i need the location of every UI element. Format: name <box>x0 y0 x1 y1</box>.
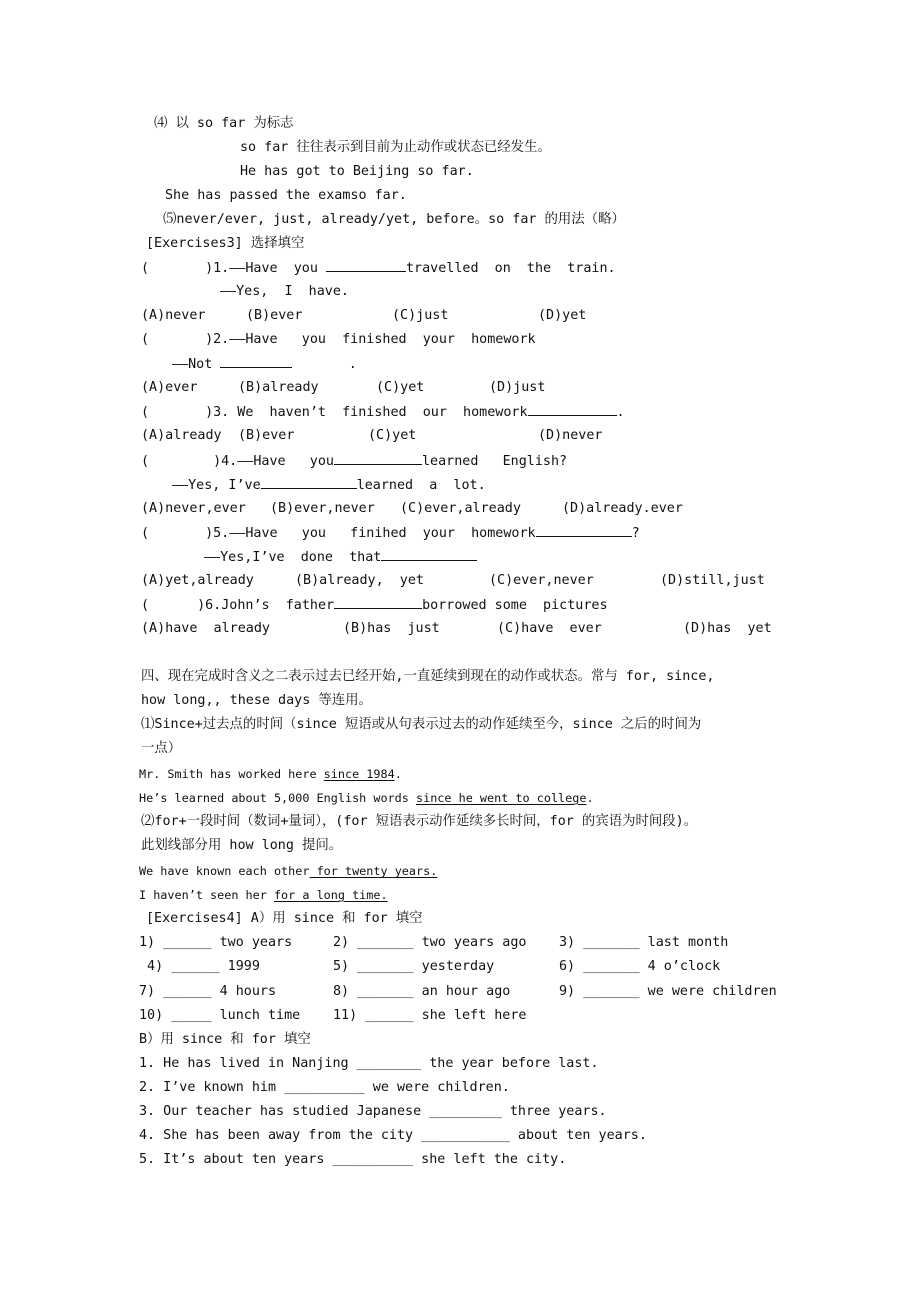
so-far-example-2: She has passed the examso far. <box>165 188 407 203</box>
q2-option-b[interactable]: (B)already <box>238 380 319 395</box>
answer-paren: ( <box>141 454 150 469</box>
q1-option-a[interactable]: (A)never <box>141 308 206 323</box>
q3-option-b[interactable]: (B)ever <box>238 428 295 443</box>
q5-stem-text: )5.——Have you finihed your homework <box>205 526 536 541</box>
q1-stem-text: 1.——Have you <box>213 261 326 276</box>
since-example-1 <box>139 765 402 783</box>
answer-paren: ( <box>141 598 150 613</box>
q6-option-c[interactable]: (C)have ever <box>497 621 602 636</box>
exercises3-title: [Exercises3] 选择填空 <box>146 236 305 251</box>
q5-stem-end: ? <box>631 526 640 541</box>
answer-paren-close: ) <box>205 261 214 276</box>
example-end: . <box>394 767 402 781</box>
q2-option-a[interactable]: (A)ever <box>141 380 198 395</box>
q2-option-d[interactable]: (D)just <box>489 380 546 395</box>
q5-option-a[interactable]: (A)yet,already <box>141 573 254 588</box>
answer-blank[interactable] <box>334 596 422 609</box>
answer-paren: ( <box>141 405 150 420</box>
b-item-4[interactable]: 4. She has been away from the city ___________ about ten years. <box>139 1128 647 1143</box>
q2-reply-end: . <box>292 357 357 372</box>
q6-option-a[interactable]: (A)have already <box>141 621 270 636</box>
q4-reply-text: ——Yes, I’ve <box>172 478 261 493</box>
q6-stem <box>141 596 608 615</box>
for-rule-line1: ⑵for+一段时间（数词+量词），(for 短语表示动作延续多长时间，for 的宾语为时间段)。 <box>141 814 698 829</box>
adverb-usage-note: ⑸never/ever, just, already/yet, before。so far 的用法（略） <box>163 212 625 227</box>
q5-reply-text: ——Yes,I’ve done that <box>204 550 382 565</box>
q5-stem <box>141 524 640 543</box>
q5-option-b[interactable]: (B)already, yet <box>295 573 424 588</box>
b-item-3[interactable]: 3. Our teacher has studied Japanese _________ three years. <box>139 1104 607 1119</box>
q6-option-d[interactable]: (D)has yet <box>683 621 772 636</box>
underlined-phrase: since he went to college <box>416 791 587 805</box>
fill-item[interactable]: 8) _______ an hour ago <box>333 984 511 999</box>
q4-stem <box>141 452 567 471</box>
q2-option-c[interactable]: (C)yet <box>376 380 425 395</box>
since-example-2 <box>139 789 594 807</box>
for-rule-line2: 此划线部分用 how long 提问。 <box>141 838 343 853</box>
q4-reply <box>172 476 486 495</box>
q1-option-d[interactable]: (D)yet <box>538 308 587 323</box>
q5-reply <box>204 548 477 567</box>
fill-item[interactable]: 7) ______ 4 hours <box>139 984 277 999</box>
q1-stem-end: travelled on the train. <box>406 261 616 276</box>
q4-stem-text: )4.——Have you <box>213 454 334 469</box>
q3-option-a[interactable]: (A)already <box>141 428 222 443</box>
answer-blank[interactable] <box>334 452 422 465</box>
answer-blank[interactable] <box>326 259 406 272</box>
q4-reply-end: learned a lot. <box>356 478 486 493</box>
exercises4-b-title: B）用 since 和 for 填空 <box>139 1032 311 1047</box>
q4-option-d[interactable]: (D)already.ever <box>562 501 683 516</box>
q5-option-d[interactable]: (D)still,just <box>660 573 765 588</box>
exercises4-title: [Exercises4] A）用 since 和 for 填空 <box>146 911 423 926</box>
q4-option-b[interactable]: (B)ever,never <box>270 501 375 516</box>
example-text: Mr. Smith has worked here <box>139 767 324 781</box>
q6-stem-end: borrowed some pictures <box>422 598 608 613</box>
for-example-2 <box>139 886 388 904</box>
since-rule-line2: 一点） <box>141 741 182 756</box>
answer-blank[interactable] <box>261 476 357 489</box>
answer-blank[interactable] <box>220 355 292 368</box>
q1-reply: ——Yes, I have. <box>220 284 349 299</box>
fill-item[interactable]: 3) _______ last month <box>559 935 729 950</box>
q5-option-c[interactable]: (C)ever,never <box>489 573 594 588</box>
fill-item[interactable]: 4) ______ 1999 <box>139 959 260 974</box>
q3-stem-text: )3. We haven’t finished our homework <box>205 405 528 420</box>
q3-option-d[interactable]: (D)never <box>538 428 603 443</box>
q2-reply-text: ——Not <box>172 357 221 372</box>
q2-stem <box>141 331 536 349</box>
underlined-phrase: for a long time. <box>273 888 388 902</box>
answer-paren: ( <box>141 261 150 276</box>
answer-paren: ( <box>141 526 150 541</box>
b-item-2[interactable]: 2. I’ve known him __________ we were children. <box>139 1080 510 1095</box>
fill-item[interactable]: 1) ______ two years <box>139 935 293 950</box>
since-rule-line1: ⑴Since+过去点的时间（since 短语或从句表示过去的动作延续至今，since 之后的时间为 <box>141 717 702 732</box>
section4-intro-line1: 四、现在完成时含义之二表示过去已经开始,一直延续到现在的动作或状态。常与 for, since, <box>141 669 715 684</box>
answer-blank[interactable] <box>381 548 477 561</box>
q2-reply <box>172 355 357 374</box>
q1-stem <box>141 259 616 278</box>
q3-option-c[interactable]: (C)yet <box>368 428 417 443</box>
answer-paren: ( <box>141 332 150 347</box>
example-text: I haven’t seen her <box>139 888 274 902</box>
section4-intro-line2: how long,, these days 等连用。 <box>141 693 372 708</box>
so-far-description: so far 往往表示到目前为止动作或状态已经发生。 <box>240 140 551 155</box>
fill-item[interactable]: 2) _______ two years ago <box>333 935 527 950</box>
answer-blank[interactable] <box>536 524 632 537</box>
underlined-phrase: for twenty years. <box>309 864 438 878</box>
b-item-1[interactable]: 1. He has lived in Nanjing ________ the year before last. <box>139 1056 599 1071</box>
example-text: He’s learned about 5,000 English words <box>139 791 416 805</box>
q2-stem-text: )2.——Have you finished your homework <box>205 332 536 347</box>
for-example-1 <box>139 862 437 880</box>
fill-item[interactable]: 6) _______ 4 o’clock <box>559 959 721 974</box>
q3-stem <box>141 403 625 422</box>
so-far-example-1: He has got to Beijing so far. <box>240 164 474 179</box>
q4-stem-end: learned English? <box>422 454 568 469</box>
q1-option-b[interactable]: (B)ever <box>246 308 303 323</box>
fill-item[interactable]: 11) ______ she left here <box>333 1008 527 1023</box>
q3-stem-end: . <box>616 405 625 420</box>
so-far-heading: ⑷ 以 so far 为标志 <box>154 116 294 131</box>
q4-option-a[interactable]: (A)never,ever <box>141 501 246 516</box>
q6-stem-text: )6.John’s father <box>197 598 335 613</box>
q1-option-c[interactable]: (C)just <box>392 308 449 323</box>
fill-item[interactable]: 9) _______ we were children <box>559 984 777 999</box>
example-text: We have known each other <box>139 864 310 878</box>
example-end: . <box>586 791 594 805</box>
fill-item[interactable]: 10) _____ lunch time <box>139 1008 301 1023</box>
q6-option-b[interactable]: (B)has just <box>343 621 440 636</box>
b-item-5[interactable]: 5. It’s about ten years __________ she left the city. <box>139 1152 567 1167</box>
underlined-phrase: since 1984 <box>323 767 395 781</box>
fill-item[interactable]: 5) _______ yesterday <box>333 959 495 974</box>
q4-option-c[interactable]: (C)ever,already <box>400 501 521 516</box>
answer-blank[interactable] <box>528 403 617 416</box>
